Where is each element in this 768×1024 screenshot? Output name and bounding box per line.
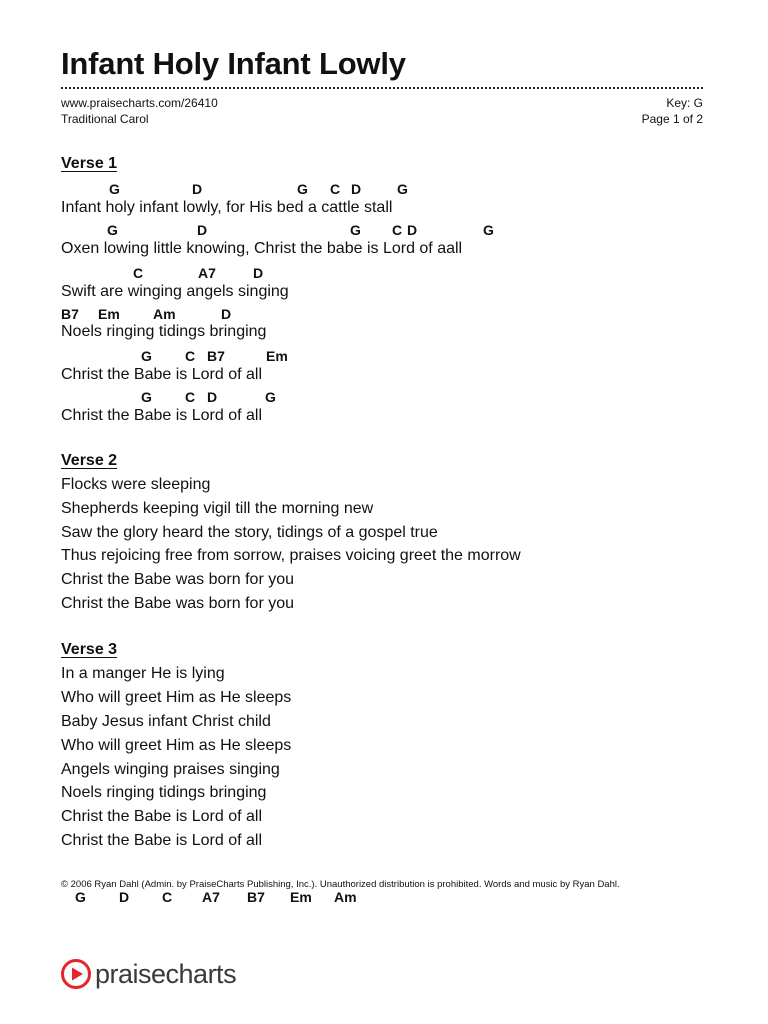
chord: G — [350, 222, 361, 238]
lyric-line: Christ the Babe was born for you — [61, 595, 295, 612]
chord-row — [0, 389, 768, 407]
page-number: Page 1 of 2 — [641, 112, 703, 126]
cutoff-chord-row — [61, 889, 721, 905]
chord: D — [221, 306, 232, 322]
lyric-line: Noels ringing tidings bringing — [61, 784, 267, 801]
chord: C — [162, 889, 173, 905]
chord-row — [0, 265, 768, 283]
song-title: Infant Holy Infant Lowly — [61, 46, 406, 81]
chord: D — [119, 889, 130, 905]
lyric-line: Thus rejoicing free from sorrow, praises voicing greet the morrow — [61, 547, 521, 564]
lyric-line: Christ the Babe is Lord of all — [61, 832, 262, 849]
lyric-line: Saw the glory heard the story, tidings of a gospel true — [61, 524, 438, 541]
chord: G — [297, 181, 308, 197]
chord: B7 — [207, 348, 225, 364]
praisecharts-logo[interactable] — [60, 958, 236, 990]
chord: G — [109, 181, 120, 197]
chord: D — [253, 265, 264, 281]
chord: D — [192, 181, 203, 197]
chord: D — [207, 389, 218, 405]
chord: C — [392, 222, 403, 238]
chord: G — [107, 222, 118, 238]
chord: C — [133, 265, 144, 281]
chord: B7 — [247, 889, 265, 905]
song-url[interactable]: www.praisecharts.com/26410 — [61, 96, 218, 110]
chord: C — [185, 389, 196, 405]
lyric-line: Baby Jesus infant Christ child — [61, 713, 271, 730]
chord: C — [330, 181, 341, 197]
chord-row — [0, 306, 768, 324]
chord-row — [0, 222, 768, 240]
lyric-line: Christ the Babe is Lord of all — [61, 407, 262, 424]
lyric-line: Who will greet Him as He sleeps — [61, 737, 292, 754]
chord: Am — [334, 889, 357, 905]
lyric-line: Oxen lowing little knowing, Christ the babe is Lord of aall — [61, 240, 463, 257]
verse-3-heading: Verse 3 — [61, 641, 118, 658]
chord: Em — [290, 889, 312, 905]
lyric-line: Shepherds keeping vigil till the morning new — [61, 500, 374, 517]
chord: G — [265, 389, 276, 405]
verse-2-heading: Verse 2 — [61, 452, 118, 469]
play-logo-icon — [60, 958, 92, 990]
lyric-line: Infant holy infant lowly, for His bed a cattle stall — [61, 199, 393, 216]
chord: G — [141, 348, 152, 364]
lyric-line: Swift are winging angels singing — [61, 283, 289, 300]
logo-wordmark: praisecharts — [95, 958, 237, 989]
lyric-line: Christ the Babe was born for you — [61, 571, 295, 588]
chord: Am — [153, 306, 176, 322]
song-author: Traditional Carol — [61, 112, 149, 126]
lyric-line: In a manger He is lying — [61, 665, 225, 682]
lyric-line: Christ the Babe is Lord of all — [61, 808, 262, 825]
chord: Em — [98, 306, 120, 322]
lyric-line: Who will greet Him as He sleeps — [61, 689, 292, 706]
lyric-line: Angels winging praises singing — [61, 761, 280, 778]
chord: G — [397, 181, 408, 197]
chord: G — [75, 889, 86, 905]
chord: D — [197, 222, 208, 238]
lyric-line: Noels ringing tidings bringing — [61, 323, 267, 340]
chord: A7 — [198, 265, 216, 281]
chord: C — [185, 348, 196, 364]
chord: B7 — [61, 306, 79, 322]
chord: G — [483, 222, 494, 238]
lyric-line: Flocks were sleeping — [61, 476, 211, 493]
chord: G — [141, 389, 152, 405]
chord: D — [351, 181, 362, 197]
chord-row — [0, 181, 768, 199]
copyright-notice: © 2006 Ryan Dahl (Admin. by PraiseCharts Publishing, Inc.). Unauthorized distribution is prohibited. Words and music by Ryan Dahl. — [61, 879, 620, 890]
chord: D — [407, 222, 418, 238]
dotted-divider — [61, 87, 703, 89]
lyric-line: Christ the Babe is Lord of all — [61, 366, 262, 383]
chord: A7 — [202, 889, 220, 905]
chord-row — [0, 348, 768, 366]
song-key: Key: G — [666, 96, 703, 110]
verse-1-heading: Verse 1 — [61, 155, 118, 172]
chord: Em — [266, 348, 288, 364]
